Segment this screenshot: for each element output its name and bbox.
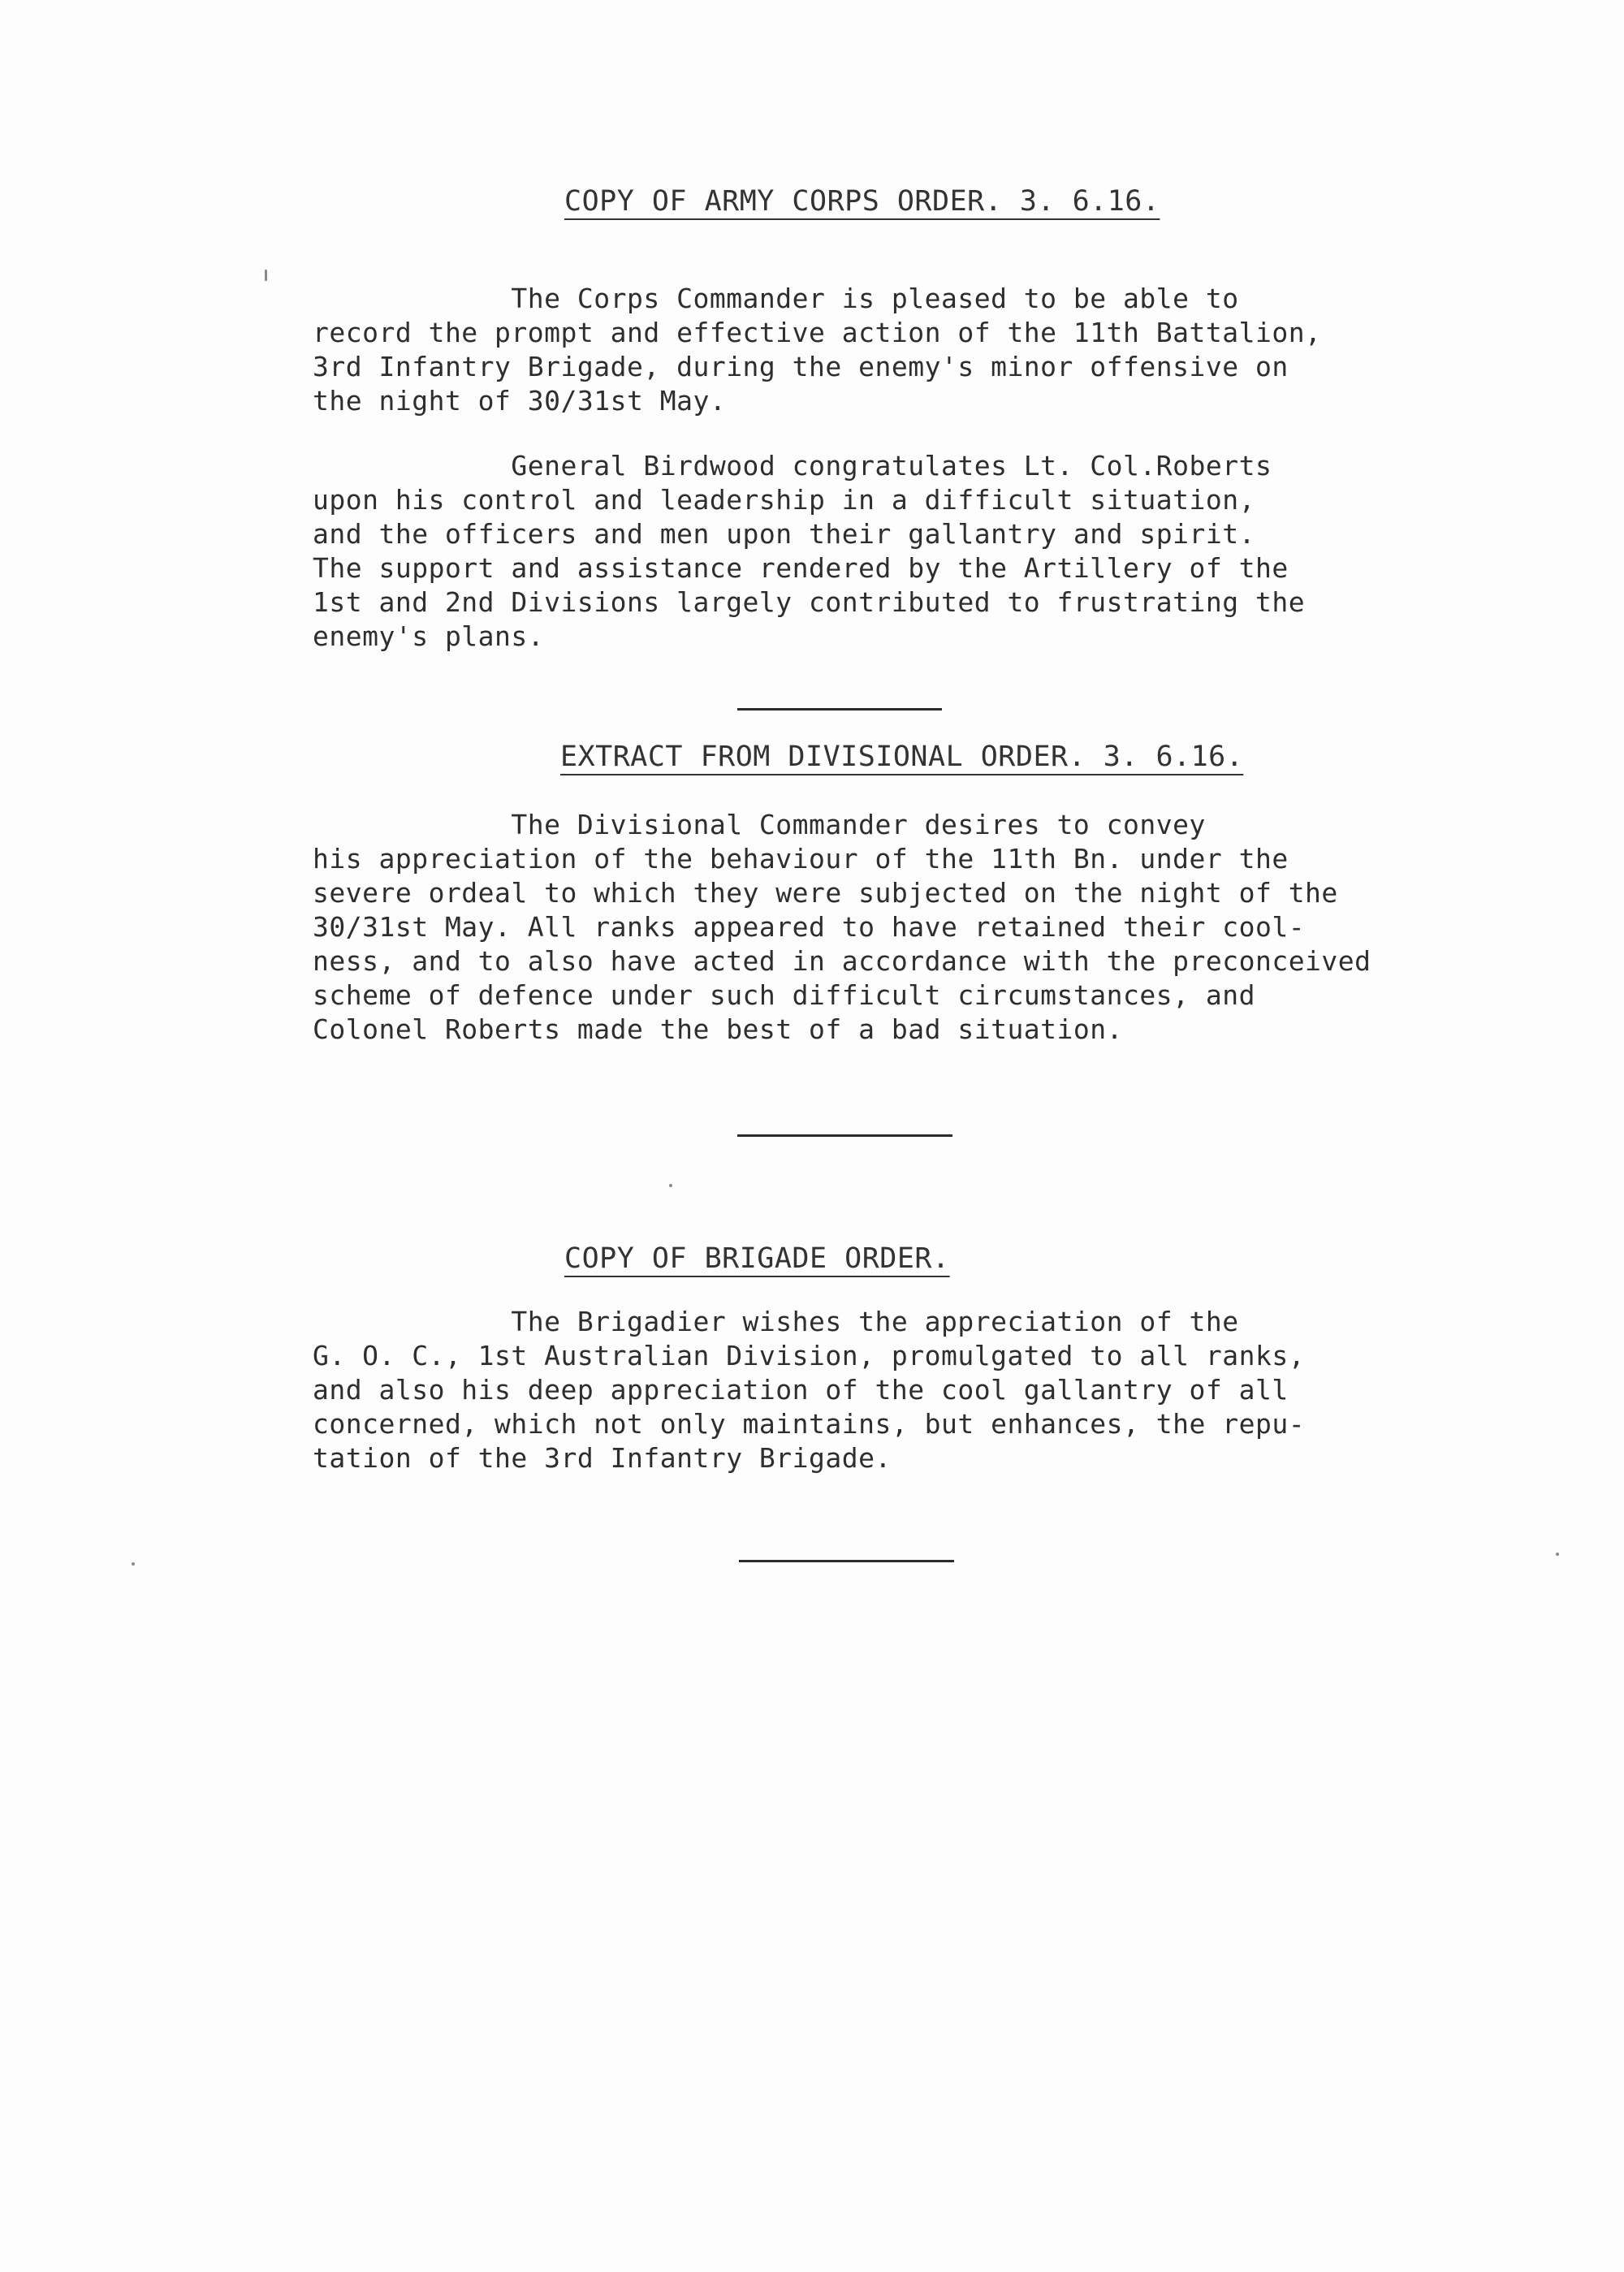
body-line: ness, and to also have acted in accordance with the preconceived [313, 945, 1371, 977]
body-line: his appreciation of the behaviour of the 11th Bn. under the [313, 843, 1289, 875]
body-line: 1st and 2nd Divisions largely contributed to frustrating the [313, 586, 1306, 618]
body-line: The support and assistance rendered by the Artillery of the [313, 552, 1289, 584]
body-line: scheme of defence under such difficult circumstances, and [313, 979, 1255, 1011]
body-line: General Birdwood congratulates Lt. Col.Roberts [313, 450, 1272, 482]
body-line: the night of 30/31st May. [313, 385, 727, 417]
body-line: concerned, which not only maintains, but enhances, the repu- [313, 1408, 1306, 1440]
scan-speck [132, 1562, 135, 1566]
body-line: 30/31st May. All ranks appeared to have retained their cool- [313, 911, 1306, 943]
section-divider [737, 1134, 952, 1137]
scan-speck [265, 270, 267, 281]
body-line: Colonel Roberts made the best of a bad situation. [313, 1013, 1124, 1045]
body-line: G. O. C., 1st Australian Division, promulgated to all ranks, [313, 1340, 1306, 1371]
body-line: and the officers and men upon their gallantry and spirit. [313, 518, 1255, 550]
body-line: The Divisional Commander desires to convey [313, 809, 1206, 840]
body-line: record the prompt and effective action of the 11th Battalion, [313, 317, 1322, 348]
army-corps-order-heading: COPY OF ARMY CORPS ORDER. 3. 6.16. [564, 185, 1160, 218]
brigade-order-heading: COPY OF BRIGADE ORDER. [564, 1242, 950, 1275]
body-line: The Corps Commander is pleased to be able to [313, 283, 1239, 314]
body-line: 3rd Infantry Brigade, during the enemy's minor offensive on [313, 351, 1289, 382]
section-divider [739, 1560, 954, 1562]
body-line: enemy's plans. [313, 620, 545, 652]
body-line: severe ordeal to which they were subjected on the night of the [313, 877, 1338, 909]
scan-speck [669, 1184, 672, 1187]
scan-speck [1556, 1553, 1559, 1556]
divisional-order-heading: EXTRACT FROM DIVISIONAL ORDER. 3. 6.16. [560, 741, 1244, 773]
section-divider [737, 708, 942, 711]
body-line: and also his deep appreciation of the cool gallantry of all [313, 1374, 1289, 1406]
body-line: The Brigadier wishes the appreciation of the [313, 1306, 1239, 1337]
body-line: tation of the 3rd Infantry Brigade. [313, 1442, 892, 1474]
body-line: upon his control and leadership in a difficult situation, [313, 484, 1255, 516]
